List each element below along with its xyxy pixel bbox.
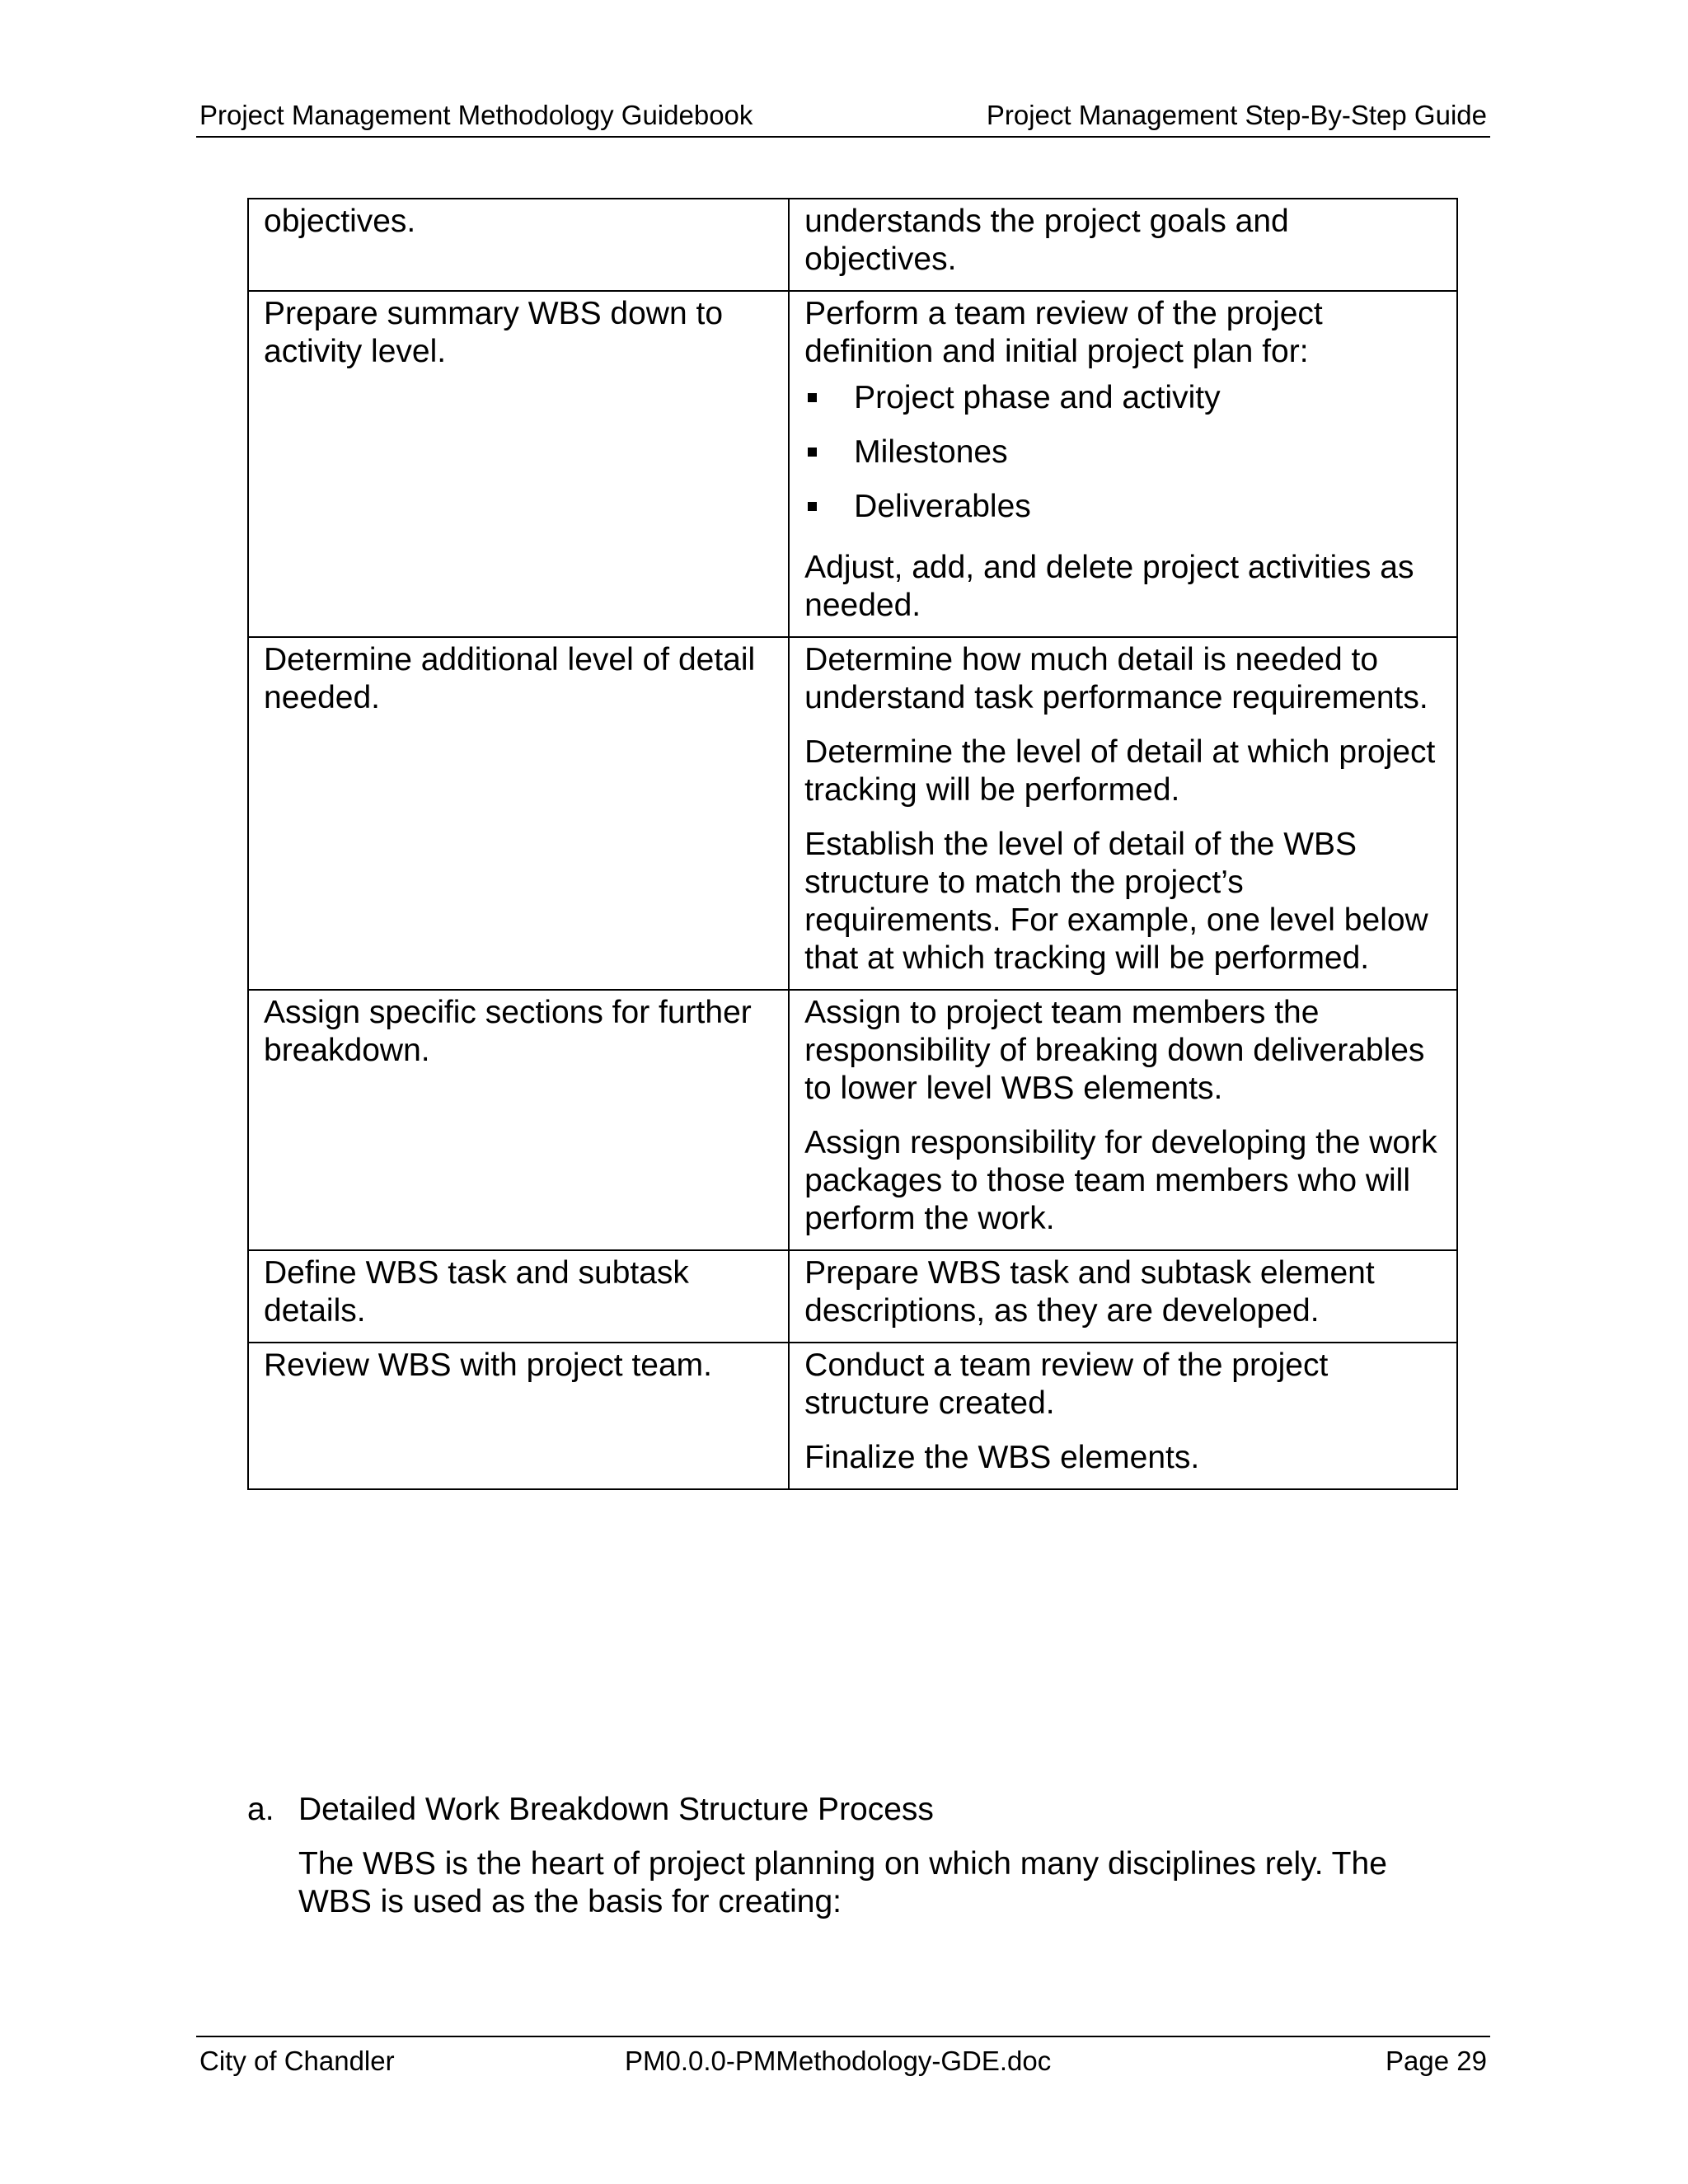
description-cell <box>789 637 1457 990</box>
description-text: Determine how much detail is needed to understand task performance requirements. <box>804 642 1428 715</box>
table-row <box>248 637 1457 990</box>
step-text: Assign specific sections for further breakdown. <box>264 995 752 1068</box>
table-row <box>248 291 1457 637</box>
bullet-list <box>804 371 1443 534</box>
description-text: Adjust, add, and delete project activities as needed. <box>804 550 1414 623</box>
list-item <box>804 480 1443 534</box>
description-text: Assign to project team members the responsibility of breaking down deliverables to lower level WBS elements. <box>804 995 1425 1106</box>
wbs-steps-table <box>247 198 1458 1490</box>
step-cell <box>248 1250 789 1343</box>
list-item-text: Project phase and activity <box>854 380 1221 415</box>
list-item <box>804 371 1443 425</box>
table-row <box>248 199 1457 291</box>
description-cell <box>789 990 1457 1250</box>
step-cell <box>248 1343 789 1489</box>
description-text: Establish the level of detail of the WBS structure to match the project’s requirements. For example, one level below that at which tracking will be performed. <box>804 827 1428 976</box>
footer-filename: PM0.0.0-PMMethodology-GDE.doc <box>625 2046 1052 2076</box>
step-text: objectives. <box>264 204 416 239</box>
header-document-title: Project Management Methodology Guidebook <box>199 100 753 130</box>
description-text: understands the project goals and objectives. <box>804 204 1289 277</box>
step-text: Review WBS with project team. <box>264 1347 713 1383</box>
description-cell <box>789 1343 1457 1489</box>
step-text: Prepare summary WBS down to activity level. <box>264 296 724 369</box>
footer-page-number: Page 29 <box>1386 2046 1487 2076</box>
square-bullet-icon <box>808 393 817 402</box>
section-detailed-wbs <box>247 1791 1467 1921</box>
section-body: The WBS is the heart of project planning on which many disciplines rely. The WBS is used as the basis for creating: <box>298 1846 1387 1919</box>
section-heading <box>247 1791 1467 1829</box>
description-text: Perform a team review of the project definition and initial project plan for: <box>804 296 1323 369</box>
step-cell <box>248 291 789 637</box>
description-cell <box>789 1250 1457 1343</box>
step-text: Determine additional level of detail needed. <box>264 642 756 715</box>
description-text: Prepare WBS task and subtask element descriptions, as they are developed. <box>804 1255 1375 1329</box>
description-cell <box>789 291 1457 637</box>
list-item-text: Deliverables <box>854 489 1031 524</box>
description-text: Conduct a team review of the project structure created. <box>804 1347 1329 1421</box>
table-row <box>248 990 1457 1250</box>
step-text: Define WBS task and subtask details. <box>264 1255 689 1329</box>
description-cell <box>789 199 1457 291</box>
description-text: Finalize the WBS elements. <box>804 1440 1200 1475</box>
square-bullet-icon <box>808 448 817 457</box>
section-marker: a. <box>247 1792 274 1827</box>
page-footer <box>196 2036 1490 2079</box>
page-header <box>196 95 1490 138</box>
header-section-title: Project Management Step-By-Step Guide <box>986 100 1487 130</box>
section-title: Detailed Work Breakdown Structure Process <box>298 1792 934 1827</box>
step-cell <box>248 990 789 1250</box>
list-item <box>804 425 1443 480</box>
table-row <box>248 1250 1457 1343</box>
footer-organization: City of Chandler <box>199 2046 395 2076</box>
step-cell <box>248 637 789 990</box>
list-item-text: Milestones <box>854 434 1008 470</box>
table-row <box>248 1343 1457 1489</box>
step-cell <box>248 199 789 291</box>
description-text: Assign responsibility for developing the work packages to those team members who will perform the work. <box>804 1125 1437 1236</box>
description-text: Determine the level of detail at which project tracking will be performed. <box>804 734 1436 808</box>
square-bullet-icon <box>808 502 817 511</box>
